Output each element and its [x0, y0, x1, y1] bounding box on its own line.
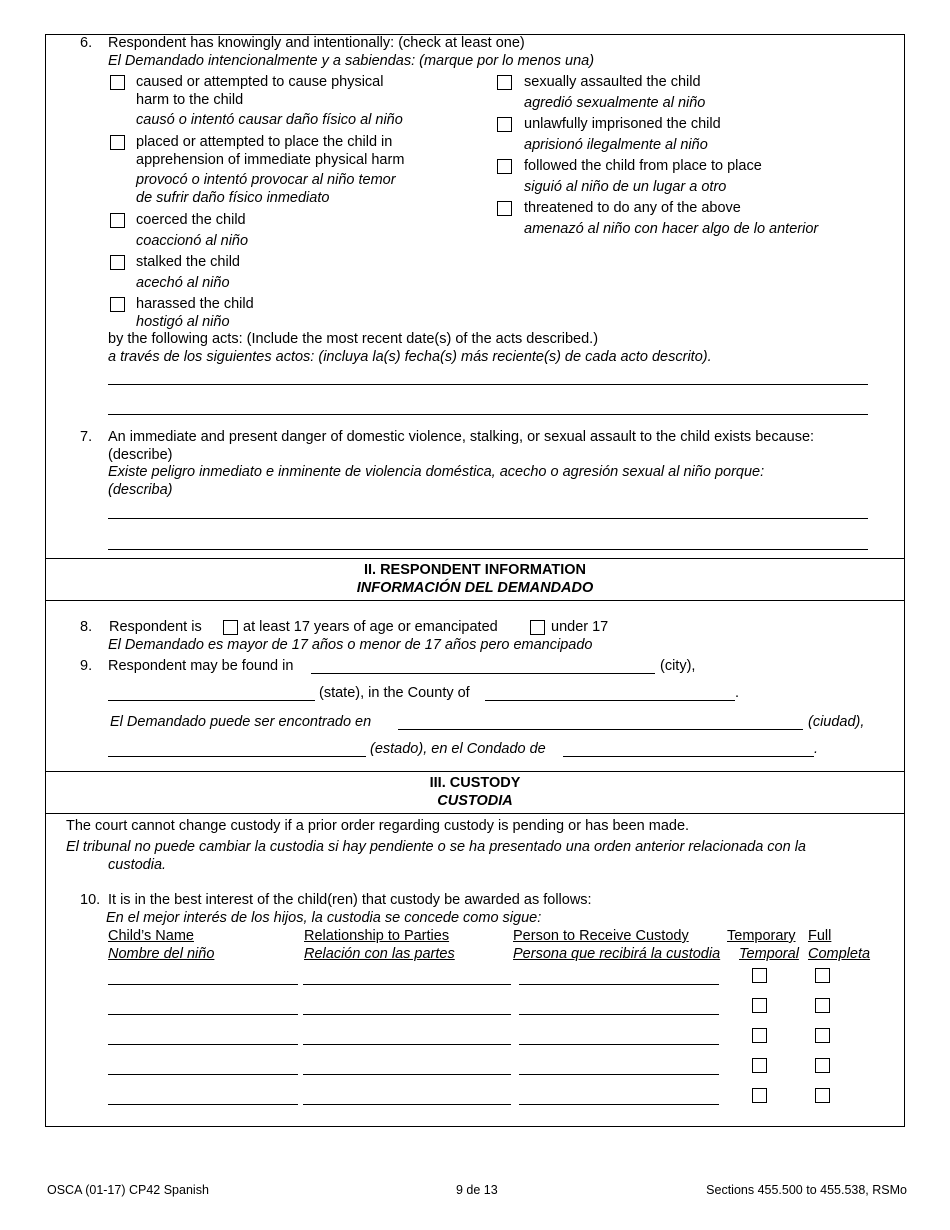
item-9-city: (city),: [660, 658, 696, 674]
item-9-ciudad: (ciudad),: [808, 714, 865, 730]
relationship-line[interactable]: [303, 1074, 511, 1075]
col-relationship-en: Relationship to Parties: [304, 928, 450, 944]
footer-page-number: 9 de 13: [456, 1183, 498, 1197]
item-7-es-2: (describa): [108, 482, 173, 498]
acts-label-en: by the following acts: (Include the most recent date(s) of the acts described.): [108, 331, 599, 347]
item-7-en: An immediate and present danger of domestic violence, stalking, or sexual assault to the child exists because:: [108, 429, 815, 445]
col-person-es: Persona que recibirá la custodia: [513, 946, 721, 962]
option-threatened-es: amenazó al niño con hacer algo de lo anterior: [524, 221, 819, 237]
section-2-bottom-rule: [45, 600, 905, 601]
acts-label-es: a través de los siguientes actos: (incluya la(s) fecha(s) más reciente(s) de cada acto descrito).: [108, 349, 712, 365]
option-followed-es: siguió al niño de un lugar a otro: [524, 179, 727, 195]
option-apprehension-en: placed or attempted to place the child in: [136, 134, 393, 150]
checkbox-full[interactable]: [815, 998, 830, 1013]
item-7-number: 7.: [80, 429, 93, 445]
item-9-estado: (estado), en el Condado de: [370, 741, 546, 757]
col-child-name-es: Nombre del niño: [108, 946, 215, 962]
item-8-opt2: under 17: [551, 619, 609, 635]
county-line[interactable]: [485, 700, 735, 701]
item-6-heading-en: Respondent has knowingly and intentionally: (check at least one): [108, 35, 525, 51]
section-3-title-en: III. CUSTODY: [429, 775, 521, 791]
checkbox-temporary[interactable]: [752, 1028, 767, 1043]
child-name-line[interactable]: [108, 984, 298, 985]
checkbox-threatened[interactable]: [497, 201, 512, 216]
option-harassed-en: harassed the child: [136, 296, 254, 312]
state-line[interactable]: [108, 700, 315, 701]
relationship-line[interactable]: [303, 984, 511, 985]
checkbox-sexually-assaulted[interactable]: [497, 75, 512, 90]
acts-line-2[interactable]: [108, 414, 868, 415]
option-apprehension-es-2: de sufrir daño físico inmediato: [136, 190, 330, 206]
item-8-opt1: at least 17 years of age or emancipated: [243, 619, 498, 635]
child-name-line[interactable]: [108, 1044, 298, 1045]
relationship-line[interactable]: [303, 1044, 511, 1045]
person-line[interactable]: [519, 1104, 719, 1105]
checkbox-full[interactable]: [815, 1058, 830, 1073]
checkbox-temporary[interactable]: [752, 1088, 767, 1103]
item-9-en-prefix: Respondent may be found in: [108, 658, 294, 674]
child-name-line[interactable]: [108, 1104, 298, 1105]
option-coerced-en: coerced the child: [136, 212, 246, 228]
checkbox-under-17[interactable]: [530, 620, 545, 635]
option-threatened-en: threatened to do any of the above: [524, 200, 741, 216]
checkbox-full[interactable]: [815, 968, 830, 983]
section-3-top-rule: [45, 771, 905, 772]
option-harassed-es: hostigó al niño: [136, 314, 230, 330]
col-full-es: Completa: [808, 946, 871, 962]
custody-note-en: The court cannot change custody if a prior order regarding custody is pending or has been made.: [66, 818, 690, 834]
checkbox-temporary[interactable]: [752, 1058, 767, 1073]
custody-note-es: El tribunal no puede cambiar la custodia si hay pendiente o se ha presentado una orden anterior relacionada con la: [66, 839, 806, 855]
child-name-line[interactable]: [108, 1014, 298, 1015]
checkbox-full[interactable]: [815, 1088, 830, 1103]
col-temporary-es: Temporal: [739, 946, 799, 962]
footer-statute: Sections 455.500 to 455.538, RSMo: [706, 1183, 907, 1197]
section-2-title-en: II. RESPONDENT INFORMATION: [363, 562, 587, 578]
option-imprisoned-es: aprisionó ilegalmente al niño: [524, 137, 708, 153]
frame-bottom: [45, 1126, 905, 1127]
item-9-number: 9.: [80, 658, 93, 674]
col-person-en: Person to Receive Custody: [513, 928, 689, 944]
estado-line[interactable]: [108, 756, 366, 757]
col-temporary-en: Temporary: [727, 928, 796, 944]
item-10-en: It is in the best interest of the child(ren) that custody be awarded as follows:: [108, 892, 592, 908]
section-3-title-es: CUSTODIA: [437, 793, 513, 809]
child-name-line[interactable]: [108, 1074, 298, 1075]
checkbox-imprisoned[interactable]: [497, 117, 512, 132]
relationship-line[interactable]: [303, 1014, 511, 1015]
item-9-period: .: [735, 685, 740, 701]
option-apprehension-en-2: apprehension of immediate physical harm: [136, 152, 405, 168]
checkbox-age-17-or-emancipated[interactable]: [223, 620, 238, 635]
col-child-name-en: Child’s Name: [108, 928, 194, 944]
city-line[interactable]: [311, 673, 655, 674]
ciudad-line[interactable]: [398, 729, 803, 730]
item-9-period-es: .: [814, 741, 819, 757]
item-8-prefix: Respondent is: [109, 619, 202, 635]
person-line[interactable]: [519, 1014, 719, 1015]
checkbox-temporary[interactable]: [752, 968, 767, 983]
checkbox-followed[interactable]: [497, 159, 512, 174]
item-10-number: 10.: [80, 892, 101, 908]
checkbox-temporary[interactable]: [752, 998, 767, 1013]
col-full-en: Full: [808, 928, 832, 944]
option-physical-harm-en-2: harm to the child: [136, 92, 244, 108]
item-10-es: En el mejor interés de los hijos, la custodia se concede como sigue:: [106, 910, 542, 926]
item-6-heading-es: El Demandado intencionalmente y a sabiendas: (marque por lo menos una): [108, 53, 595, 69]
section-2-title-es: INFORMACIÓN DEL DEMANDADO: [356, 580, 594, 596]
section-3-bottom-rule: [45, 813, 905, 814]
option-physical-harm-en: caused or attempted to cause physical: [136, 74, 384, 90]
item-7-en-2: (describe): [108, 447, 173, 463]
item-7-es: Existe peligro inmediato e inminente de violencia doméstica, acecho o agresión sexual al niño porque:: [108, 464, 765, 480]
person-line[interactable]: [519, 1074, 719, 1075]
checkbox-physical-harm[interactable]: [110, 75, 125, 90]
option-coerced-es: coaccionó al niño: [136, 233, 249, 249]
checkbox-coerced[interactable]: [110, 213, 125, 228]
condado-line[interactable]: [563, 756, 814, 757]
item-8-number: 8.: [80, 619, 93, 635]
item-6-number: 6.: [80, 35, 93, 51]
option-followed-en: followed the child from place to place: [524, 158, 762, 174]
option-apprehension-es: provocó o intentó provocar al niño temor: [136, 172, 396, 188]
option-imprisoned-en: unlawfully imprisoned the child: [524, 116, 721, 132]
item-9-state: (state), in the County of: [319, 685, 470, 701]
option-sexually-assaulted-es: agredió sexualmente al niño: [524, 95, 706, 111]
section-2-top-rule: [45, 558, 905, 559]
checkbox-stalked[interactable]: [110, 255, 125, 270]
item-8-es: El Demandado es mayor de 17 años o menor de 17 años pero emancipado: [108, 637, 593, 653]
col-relationship-es: Relación con las partes: [304, 946, 455, 962]
person-line[interactable]: [519, 1044, 719, 1045]
checkbox-apprehension[interactable]: [110, 135, 125, 150]
footer-form-id: OSCA (01-17) CP42 Spanish: [47, 1183, 209, 1197]
option-stalked-es: acechó al niño: [136, 275, 230, 291]
acts-line-1[interactable]: [108, 384, 868, 385]
item-9-es-prefix: El Demandado puede ser encontrado en: [110, 714, 372, 730]
option-stalked-en: stalked the child: [136, 254, 240, 270]
checkbox-harassed[interactable]: [110, 297, 125, 312]
danger-line-1[interactable]: [108, 518, 868, 519]
option-physical-harm-es: causó o intentó causar daño físico al niño: [136, 112, 403, 128]
option-sexually-assaulted-en: sexually assaulted the child: [524, 74, 701, 90]
person-line[interactable]: [519, 984, 719, 985]
danger-line-2[interactable]: [108, 549, 868, 550]
checkbox-full[interactable]: [815, 1028, 830, 1043]
custody-note-es-2: custodia.: [108, 857, 167, 873]
relationship-line[interactable]: [303, 1104, 511, 1105]
